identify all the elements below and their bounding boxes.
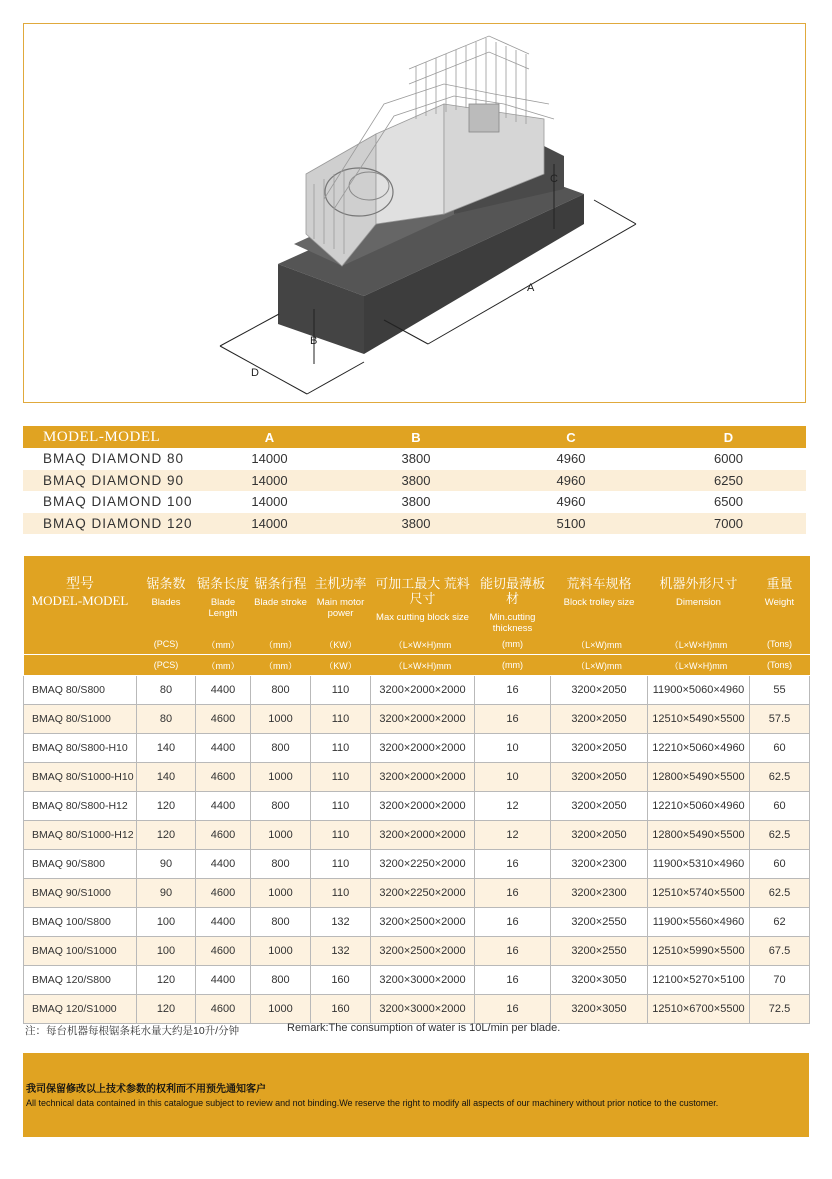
dim-label-c: C [550, 173, 558, 185]
spec-model-cell: BMAQ 80/S1000 [24, 705, 137, 734]
spec-value-cell: 12510×5990×5500 [648, 937, 750, 966]
spec-header-cell [137, 556, 196, 634]
spec-header-cn: 可加工最大 荒料尺寸 [375, 576, 470, 606]
spec-value-cell: 3200×3000×2000 [371, 995, 475, 1024]
remark-english: Remark:The consumption of water is 10L/min per blade. [287, 1022, 561, 1034]
spec-value-cell: 60 [750, 850, 810, 879]
spec-value-cell: 80 [137, 705, 196, 734]
spec-header-cell [371, 556, 475, 634]
spec-value-cell: 60 [750, 734, 810, 763]
spec-value-cell: 3200×2300 [551, 879, 648, 908]
spec-value-cell: 10 [475, 763, 551, 792]
dimension-value-cell: 3800 [341, 470, 491, 492]
spec-header-cell [648, 556, 750, 634]
spec-value-cell: 16 [475, 879, 551, 908]
spec-value-cell: 3200×2500×2000 [371, 937, 475, 966]
spec-model-cell: BMAQ 100/S800 [24, 908, 137, 937]
spec-unit-cell: (Tons) [750, 655, 810, 676]
spec-value-cell: 4600 [196, 937, 251, 966]
spec-value-cell: 800 [251, 908, 311, 937]
spec-row [24, 966, 810, 995]
spec-value-cell: 3200×2300 [551, 850, 648, 879]
spec-header-cn: 锯条行程 [254, 576, 307, 591]
spec-value-cell: 3200×2050 [551, 821, 648, 850]
spec-value-cell: 4400 [196, 966, 251, 995]
spec-row [24, 995, 810, 1024]
remark-chinese: 注：每台机器每根锯条耗水量大约是10升/分钟 [25, 1025, 240, 1037]
dimension-value-cell: 4960 [491, 470, 651, 492]
dim-header-d: D [651, 426, 806, 448]
spec-model-cell: BMAQ 80/S800-H12 [24, 792, 137, 821]
spec-value-cell: 4400 [196, 850, 251, 879]
spec-value-cell: 4600 [196, 879, 251, 908]
spec-model-cell: BMAQ 80/S800 [24, 676, 137, 705]
disclaimer-footer [23, 1053, 809, 1137]
spec-value-cell: 4400 [196, 792, 251, 821]
spec-value-cell: 11900×5310×4960 [648, 850, 750, 879]
spec-header-cn: 型号 [66, 575, 94, 591]
spec-header-en: Blade Length [208, 597, 238, 619]
spec-unit-row [24, 655, 810, 676]
spec-unit-row [24, 634, 810, 655]
spec-value-cell: 3200×3050 [551, 995, 648, 1024]
dimension-row [23, 513, 806, 535]
spec-row [24, 821, 810, 850]
dimension-value-cell: 3800 [401, 451, 431, 467]
spec-value-cell: 3200×2550 [551, 937, 648, 966]
disclaimer-chinese: 我司保留修改以上技术参数的权利而不用预先通知客户 [26, 1084, 266, 1095]
spec-unit-cell: （L×W×H)mm [648, 634, 750, 655]
spec-header-en: Max cutting block size [376, 612, 469, 623]
spec-unit-cell: （L×W×H)mm [371, 634, 475, 655]
spec-value-cell: 3200×2050 [551, 676, 648, 705]
dimension-value-cell: 14000 [251, 451, 288, 467]
spec-model-cell: BMAQ 90/S1000 [24, 879, 137, 908]
spec-value-cell: 62.5 [750, 821, 810, 850]
spec-value-cell: 62.5 [750, 763, 810, 792]
spec-header-cn: 机器外形尺寸 [659, 576, 738, 591]
spec-header-cn: 荒料车规格 [566, 576, 632, 591]
spec-value-cell: 12510×5490×5500 [648, 705, 750, 734]
dimension-row [23, 491, 806, 513]
spec-value-cell: 70 [750, 966, 810, 995]
spec-unit-cell: （L×W×H)mm [648, 655, 750, 676]
spec-value-cell: 110 [311, 763, 371, 792]
spec-value-cell: 1000 [251, 705, 311, 734]
dim-header-c: C [491, 426, 651, 448]
spec-header-en: Weight [764, 597, 795, 608]
spec-header-en: Block trolley size [563, 597, 635, 608]
dimension-value-cell: 6250 [651, 470, 806, 492]
spec-unit-cell: （KW） [311, 655, 371, 676]
spec-value-cell: 3200×3050 [551, 966, 648, 995]
spec-unit-cell: (PCS) [137, 655, 196, 676]
spec-header-cell [551, 556, 648, 634]
spec-header-row [24, 556, 810, 634]
spec-row [24, 937, 810, 966]
spec-value-cell: 67.5 [750, 937, 810, 966]
spec-unit-cell [24, 655, 137, 676]
spec-value-cell: 12210×5060×4960 [648, 792, 750, 821]
spec-value-cell: 80 [137, 676, 196, 705]
spec-value-cell: 140 [137, 734, 196, 763]
spec-value-cell: 4600 [196, 821, 251, 850]
spec-value-cell: 55 [750, 676, 810, 705]
spec-row [24, 734, 810, 763]
spec-model-cell: BMAQ 90/S800 [24, 850, 137, 879]
dimension-model-cell: BMAQ DIAMOND 120 [23, 513, 198, 535]
spec-value-cell: 1000 [251, 995, 311, 1024]
spec-row [24, 676, 810, 705]
dimension-row [23, 448, 806, 470]
spec-header-cell [311, 556, 371, 634]
spec-header-cn: 能切最薄板材 [479, 576, 545, 606]
spec-value-cell: 57.5 [750, 705, 810, 734]
spec-value-cell: 1000 [251, 763, 311, 792]
spec-header-cell [750, 556, 810, 634]
spec-value-cell: 16 [475, 966, 551, 995]
spec-row [24, 792, 810, 821]
dimension-value-cell: 6500 [714, 494, 743, 510]
spec-header-en: Min.cutting thickness [489, 612, 536, 634]
dimension-model-cell: BMAQ DIAMOND 90 [23, 470, 198, 492]
spec-value-cell: 4400 [196, 734, 251, 763]
dimension-value-cell: 14000 [198, 513, 341, 535]
spec-value-cell: 12210×5060×4960 [648, 734, 750, 763]
dimension-value-cell: 4960 [556, 494, 586, 510]
spec-value-cell: 16 [475, 995, 551, 1024]
spec-value-cell: 4400 [196, 676, 251, 705]
dim-header-a: A [198, 426, 341, 448]
spec-unit-cell: （KW） [311, 634, 371, 655]
spec-value-cell: 1000 [251, 937, 311, 966]
spec-value-cell: 110 [311, 734, 371, 763]
dimension-value-cell: 3800 [401, 494, 431, 510]
spec-unit-cell: （mm） [251, 634, 311, 655]
dimension-table-header [23, 426, 806, 448]
spec-header-cell [251, 556, 311, 634]
spec-value-cell: 110 [311, 879, 371, 908]
spec-value-cell: 90 [137, 879, 196, 908]
dimension-row [23, 470, 806, 492]
spec-unit-cell: （L×W)mm [551, 655, 648, 676]
spec-value-cell: 1000 [251, 821, 311, 850]
spec-header-cn: 锯条数 [146, 576, 186, 591]
spec-value-cell: 3200×2000×2000 [371, 821, 475, 850]
spec-value-cell: 16 [475, 850, 551, 879]
spec-unit-cell: (mm) [475, 634, 551, 655]
spec-value-cell: 16 [475, 676, 551, 705]
spec-value-cell: 60 [750, 792, 810, 821]
spec-header-cell [475, 556, 551, 634]
dim-header-model: MODEL-MODEL [23, 426, 198, 448]
dimension-value-cell: 7000 [651, 513, 806, 535]
machine-illustration [24, 24, 807, 404]
spec-unit-cell: （L×W)mm [551, 634, 648, 655]
dimension-value-cell: 14000 [198, 470, 341, 492]
dim-header-b: B [341, 426, 491, 448]
spec-value-cell: 3200×2000×2000 [371, 763, 475, 792]
spec-header-en: Blades [151, 597, 181, 608]
spec-value-cell: 100 [137, 908, 196, 937]
spec-header-en: Blade stroke [254, 597, 307, 608]
spec-value-cell: 10 [475, 734, 551, 763]
spec-model-cell: BMAQ 120/S800 [24, 966, 137, 995]
spec-header-cn: 锯条长度 [196, 576, 249, 591]
dimension-value-cell: 14000 [251, 494, 288, 510]
spec-value-cell: 3200×2550 [551, 908, 648, 937]
dimension-value-cell: 5100 [491, 513, 651, 535]
spec-row [24, 879, 810, 908]
spec-value-cell: 12 [475, 821, 551, 850]
spec-value-cell: 12100×5270×5100 [648, 966, 750, 995]
spec-value-cell: 110 [311, 705, 371, 734]
dimension-model-cell: BMAQ DIAMOND 100 [43, 494, 193, 510]
spec-value-cell: 120 [137, 966, 196, 995]
spec-value-cell: 16 [475, 908, 551, 937]
spec-header-en: Dimension [676, 597, 721, 608]
dimension-value-cell: 4960 [556, 451, 586, 467]
spec-header-en: Main motor power [316, 597, 365, 619]
spec-value-cell: 120 [137, 821, 196, 850]
spec-value-cell: 3200×2250×2000 [371, 879, 475, 908]
spec-header-cell [196, 556, 251, 634]
spec-value-cell: 3200×2050 [551, 705, 648, 734]
dimension-model-cell: BMAQ DIAMOND 80 [43, 451, 185, 467]
spec-value-cell: 800 [251, 850, 311, 879]
spec-value-cell: 12510×6700×5500 [648, 995, 750, 1024]
spec-model-cell: BMAQ 80/S1000-H12 [24, 821, 137, 850]
spec-value-cell: 3200×2000×2000 [371, 792, 475, 821]
spec-model-cell: BMAQ 80/S800-H10 [24, 734, 137, 763]
spec-value-cell: 800 [251, 734, 311, 763]
spec-value-cell: 100 [137, 937, 196, 966]
spec-value-cell: 62 [750, 908, 810, 937]
spec-value-cell: 3200×2050 [551, 792, 648, 821]
spec-value-cell: 160 [311, 995, 371, 1024]
spec-value-cell: 132 [311, 937, 371, 966]
spec-header-cn: 主机功率 [314, 576, 367, 591]
spec-row [24, 763, 810, 792]
spec-value-cell: 110 [311, 676, 371, 705]
spec-value-cell: 12510×5740×5500 [648, 879, 750, 908]
spec-value-cell: 110 [311, 792, 371, 821]
dim-label-b: B [310, 335, 318, 347]
spec-value-cell: 140 [137, 763, 196, 792]
dimension-table [23, 426, 806, 534]
spec-unit-cell [24, 634, 137, 655]
machine-diagram [23, 23, 806, 403]
spec-header-cell [24, 556, 137, 634]
spec-model-cell: BMAQ 100/S1000 [24, 937, 137, 966]
spec-value-cell: 3200×2050 [551, 763, 648, 792]
spec-value-cell: 62.5 [750, 879, 810, 908]
spec-model-cell: BMAQ 120/S1000 [24, 995, 137, 1024]
spec-value-cell: 110 [311, 821, 371, 850]
spec-value-cell: 4400 [196, 908, 251, 937]
dimension-value-cell: 3800 [341, 513, 491, 535]
spec-value-cell: 800 [251, 792, 311, 821]
spec-value-cell: 132 [311, 908, 371, 937]
spec-value-cell: 12800×5490×5500 [648, 763, 750, 792]
spec-value-cell: 11900×5060×4960 [648, 676, 750, 705]
spec-value-cell: 4600 [196, 705, 251, 734]
spec-unit-cell: (PCS) [137, 634, 196, 655]
spec-value-cell: 120 [137, 995, 196, 1024]
spec-unit-cell: （L×W×H)mm [371, 655, 475, 676]
spec-value-cell: 3200×2250×2000 [371, 850, 475, 879]
spec-value-cell: 3200×2000×2000 [371, 676, 475, 705]
spec-value-cell: 3200×2000×2000 [371, 734, 475, 763]
spec-value-cell: 160 [311, 966, 371, 995]
dim-label-a: A [527, 282, 535, 294]
spec-value-cell: 120 [137, 792, 196, 821]
spec-value-cell: 110 [311, 850, 371, 879]
spec-value-cell: 800 [251, 676, 311, 705]
spec-unit-cell: (mm) [475, 655, 551, 676]
spec-unit-cell: (Tons) [750, 634, 810, 655]
spec-unit-cell: （mm） [251, 655, 311, 676]
dimension-value-cell: 6000 [714, 451, 743, 467]
spec-row [24, 850, 810, 879]
spec-value-cell: 4600 [196, 995, 251, 1024]
spec-header-en: MODEL-MODEL [31, 593, 129, 608]
spec-value-cell: 3200×3000×2000 [371, 966, 475, 995]
spec-value-cell: 16 [475, 937, 551, 966]
spec-value-cell: 800 [251, 966, 311, 995]
spec-unit-cell: （mm） [196, 655, 251, 676]
spec-value-cell: 3200×2050 [551, 734, 648, 763]
spec-row [24, 908, 810, 937]
spec-header-cn: 重量 [766, 576, 793, 591]
spec-value-cell: 12 [475, 792, 551, 821]
spec-value-cell: 1000 [251, 879, 311, 908]
specification-table [23, 556, 810, 1024]
spec-value-cell: 16 [475, 705, 551, 734]
spec-row [24, 705, 810, 734]
spec-value-cell: 3200×2000×2000 [371, 705, 475, 734]
spec-model-cell: BMAQ 80/S1000-H10 [24, 763, 137, 792]
spec-value-cell: 11900×5560×4960 [648, 908, 750, 937]
dim-label-d: D [251, 367, 259, 379]
spec-value-cell: 4600 [196, 763, 251, 792]
spec-value-cell: 72.5 [750, 995, 810, 1024]
spec-value-cell: 12800×5490×5500 [648, 821, 750, 850]
spec-value-cell: 90 [137, 850, 196, 879]
disclaimer-english: All technical data contained in this catalogue subject to review and not binding.We reserve the right to modify all aspects of our machinery without prior notice to the customer. [26, 1098, 719, 1108]
spec-value-cell: 3200×2500×2000 [371, 908, 475, 937]
spec-unit-cell: （mm） [196, 634, 251, 655]
